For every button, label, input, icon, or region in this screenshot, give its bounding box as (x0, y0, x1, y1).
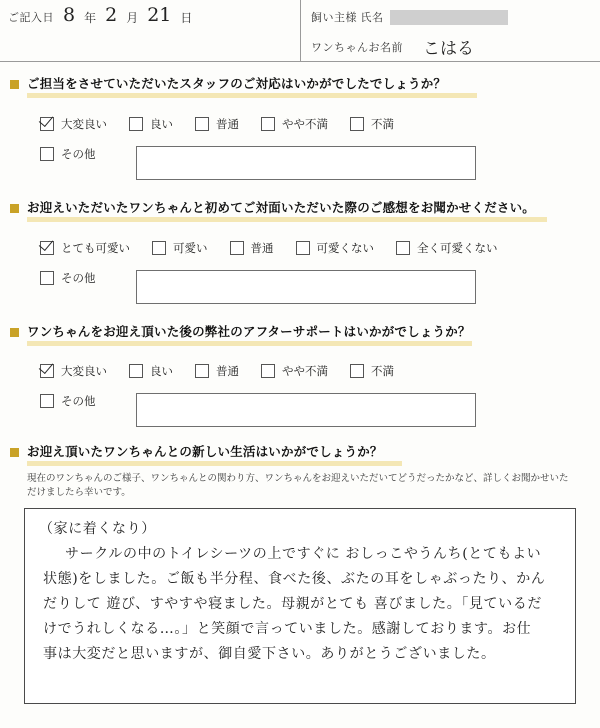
year-unit-label: 年 (84, 10, 97, 25)
question-3-text: ワンちゃんをお迎え頂いた後の弊社のアフターサポートはいかがでしょうか？ (27, 325, 471, 339)
question-4-heading (0, 444, 600, 460)
choice-label: やや不満 (282, 119, 328, 131)
checkbox-icon[interactable] (40, 394, 54, 408)
checkbox-checked-icon[interactable] (40, 241, 54, 255)
choice-label: とても可愛い (61, 243, 130, 255)
question-4-note: 現在のワンちゃんのご様子、ワンちゃんとの関わり方、ワンちゃんをお迎えいただいてどうだったかなど、詳しくお聞かせいただけましたら幸いです。 (27, 473, 569, 498)
question-2-choice-1[interactable] (152, 240, 208, 256)
owner-name-redaction (390, 10, 508, 25)
question-3-choice-1[interactable] (129, 363, 173, 379)
choice-label: 普通 (250, 243, 274, 255)
pet-name-label: ワンちゃんお名前 (311, 42, 403, 54)
question-2-choice-4[interactable] (396, 240, 498, 256)
bullet-icon (10, 328, 19, 337)
question-2-choice-0[interactable] (40, 240, 130, 256)
checkbox-icon[interactable] (40, 271, 54, 285)
question-1-choice-0[interactable] (40, 116, 107, 132)
checkbox-icon[interactable] (40, 147, 54, 161)
question-3-highlight (27, 341, 472, 346)
choice-label: やや不満 (282, 366, 328, 378)
choice-label: 大変良い (61, 366, 107, 378)
other-label: その他 (61, 149, 96, 161)
header-left-column (8, 0, 298, 61)
question-1-choice-3[interactable] (261, 116, 328, 132)
answer-line-1: サークルの中のトイレシーツの上ですぐに おしっこやうんち(とてもよい (65, 546, 542, 562)
date-label: ご記入日 (8, 12, 54, 24)
choice-label: 不満 (371, 119, 394, 131)
owner-name-label: 飼い主様 氏名 (311, 12, 384, 24)
question-2-choice-2[interactable] (230, 240, 274, 256)
question-3 (0, 324, 600, 340)
question-2-heading (0, 200, 600, 216)
question-3-choice-0[interactable] (40, 363, 107, 379)
question-1-choice-4[interactable] (350, 116, 394, 132)
bullet-icon (10, 204, 19, 213)
pet-name-row (301, 32, 600, 62)
choice-label: 普通 (216, 119, 239, 131)
free-text-answer-content (39, 517, 565, 667)
answer-line-4: けでうれしくなる…。」と笑顔で言っていました。感謝しております。お仕 (43, 621, 532, 637)
question-4-text: お迎え頂いたワンちゃんとの新しい生活はいかがでしょうか？ (27, 445, 383, 459)
question-2-other-row (40, 270, 476, 304)
question-1-other-row (40, 146, 476, 180)
question-3-choice-2[interactable] (195, 363, 239, 379)
question-1-other-label-wrap[interactable] (40, 146, 136, 162)
question-2-highlight (27, 217, 547, 222)
question-2-choice-3[interactable] (296, 240, 375, 256)
header-right-column (300, 0, 600, 61)
free-text-answer-box[interactable] (24, 508, 576, 704)
form-header (0, 0, 600, 62)
question-3-other-row (40, 393, 476, 427)
choice-label: 良い (150, 366, 173, 378)
date-day-value[interactable]: 21 (147, 4, 172, 26)
checkbox-icon[interactable] (195, 364, 209, 378)
question-3-heading (0, 324, 600, 340)
checkbox-icon[interactable] (261, 364, 275, 378)
question-1-choice-1[interactable] (129, 116, 173, 132)
checkbox-icon[interactable] (230, 241, 244, 255)
checkbox-icon[interactable] (261, 117, 275, 131)
checkbox-icon[interactable] (152, 241, 166, 255)
choice-label: 良い (150, 119, 173, 131)
choice-label: 大変良い (61, 119, 107, 131)
other-label: その他 (61, 396, 96, 408)
pet-name-value[interactable]: こはる (423, 38, 474, 59)
month-unit-label: 月 (126, 10, 139, 25)
question-2-choices (40, 240, 520, 256)
date-year-value[interactable]: 8 (63, 4, 76, 26)
question-4 (0, 444, 600, 460)
question-2-text: お迎えいただいたワンちゃんと初めてご対面いただいた際のご感想をお聞かせください。 (27, 201, 536, 215)
checkbox-icon[interactable] (129, 364, 143, 378)
answer-line-2: 状態)をしました。ご飯も半分程、食べた後、ぶたの耳をしゃぶったり、かん (43, 571, 546, 587)
bullet-icon (10, 448, 19, 457)
checkbox-icon[interactable] (350, 117, 364, 131)
question-1-choice-2[interactable] (195, 116, 239, 132)
choice-label: 普通 (216, 366, 239, 378)
choice-label: 全く可愛くない (417, 243, 498, 255)
checkbox-checked-icon[interactable] (40, 117, 54, 131)
other-label: その他 (61, 273, 96, 285)
question-1-choices (40, 116, 416, 132)
question-2-other-input[interactable] (136, 270, 476, 304)
choice-label: 可愛い (173, 243, 208, 255)
question-2-other-label-wrap[interactable] (40, 270, 136, 286)
owner-name-row (301, 2, 600, 32)
bullet-icon (10, 80, 19, 89)
question-3-choice-3[interactable] (261, 363, 328, 379)
date-month-value[interactable]: 2 (105, 4, 118, 26)
question-1-other-input[interactable] (136, 146, 476, 180)
choice-label: 可愛くない (316, 243, 374, 255)
checkbox-icon[interactable] (296, 241, 310, 255)
checkbox-icon[interactable] (396, 241, 410, 255)
question-2 (0, 200, 600, 216)
day-unit-label: 日 (180, 10, 193, 25)
question-3-choice-4[interactable] (350, 363, 394, 379)
question-1 (0, 76, 600, 92)
date-row (8, 2, 298, 32)
question-1-heading (0, 76, 600, 92)
question-1-highlight (27, 93, 477, 98)
answer-line-5: 事は大変だと思いますが、御自愛下さい。ありがとうございました。 (43, 646, 496, 662)
checkbox-icon[interactable] (129, 117, 143, 131)
question-3-other-label-wrap[interactable] (40, 393, 136, 409)
choice-label: 不満 (371, 366, 394, 378)
question-3-choices (40, 363, 416, 379)
question-1-text: ご担当をさせていただいたスタッフのご対応はいかがでしたでしょうか？ (27, 77, 447, 91)
question-3-other-input[interactable] (136, 393, 476, 427)
answer-line-3: だりして 遊び、すやすや寝ました。母親がとても 喜びました。「見ているだ (43, 596, 542, 612)
checkbox-checked-icon[interactable] (40, 364, 54, 378)
question-4-highlight (27, 461, 402, 466)
checkbox-icon[interactable] (195, 117, 209, 131)
checkbox-icon[interactable] (350, 364, 364, 378)
answer-line-0: （家に着くなり） (39, 521, 156, 537)
